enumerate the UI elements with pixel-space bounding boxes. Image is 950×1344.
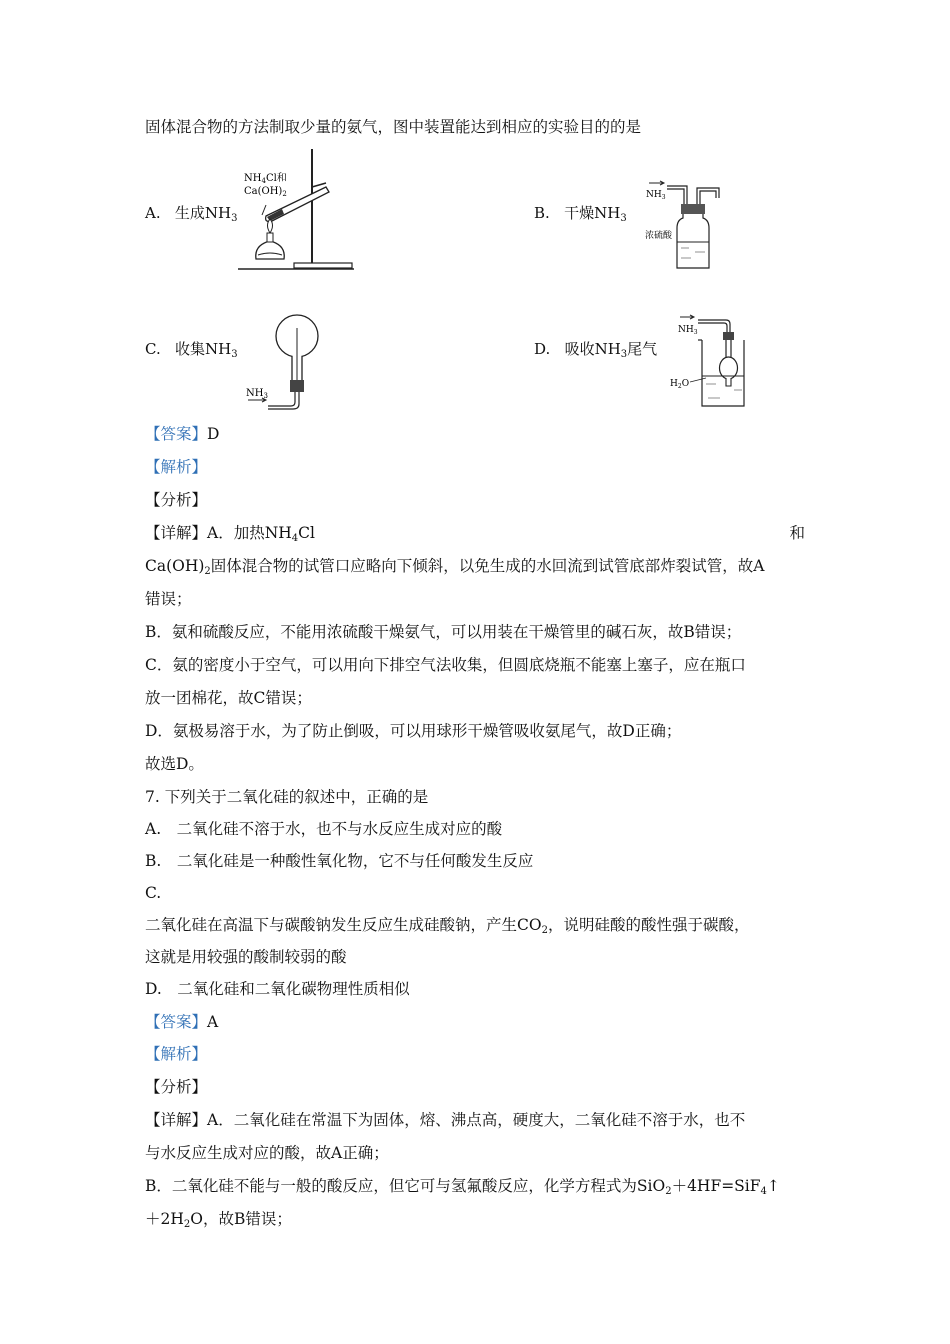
q6-detail-a-line1-right: 和 [789, 524, 805, 542]
option-d-label [534, 338, 657, 360]
option-letter: A. [145, 204, 161, 222]
detail-text: A．加热NH [207, 524, 292, 542]
detail-text: Ca(OH) [145, 557, 205, 575]
figure-b-dry-nh3 [643, 176, 725, 272]
q7-option-c-letter: C. [145, 884, 162, 902]
figure-c-collect-nh3 [244, 312, 330, 412]
option-text: 吸收NH [564, 340, 621, 358]
fig-d-label-h2o: $H_2O$ [670, 379, 690, 390]
q7-fenxi-tag: 【分析】 [145, 1078, 208, 1096]
option-letter: D. [534, 340, 551, 358]
q7-option-d: D. 二氧化硅和二氧化碳物理性质相似 [145, 980, 410, 998]
subscript: 3 [620, 349, 628, 360]
q7-detail-b-line1 [145, 1175, 780, 1197]
subscript: 4 [760, 1186, 767, 1197]
detail-text-after: Cl [298, 524, 315, 542]
fig-b-label-acid: 浓硫酸 [645, 231, 673, 241]
subscript: 2 [204, 566, 211, 577]
detail-tag: 【详解】 [145, 1111, 208, 1129]
detail-text-mid: ＋4HF=SiF [671, 1177, 761, 1195]
subscript: 4 [291, 533, 299, 544]
q7-option-b: B. 二氧化硅是一种酸性氧化物，它不与任何酸发生反应 [145, 852, 534, 870]
q6-answer-line [145, 423, 219, 445]
subscript: 3 [231, 349, 238, 360]
fig-a-label-caoh2: $Ca(OH)_2$ [244, 186, 287, 198]
q7-option-a: A. 二氧化硅不溶于水，也不与水反应生成对应的酸 [145, 820, 503, 838]
detail-text: A．二氧化硅在常温下为固体，熔、沸点高，硬度大，二氧化硅不溶于水，也不 [207, 1111, 746, 1129]
option-text-after: 尾气 [627, 340, 658, 358]
q6-jiexi-tag: 【解析】 [145, 458, 208, 476]
subscript: 3 [620, 213, 627, 224]
option-text: 收集NH [175, 340, 232, 358]
detail-tag: 【详解】 [145, 524, 208, 542]
option-text: 二氧化硅在高温下与碳酸钠发生反应生成硅酸钠，产生CO [145, 916, 542, 934]
detail-text: B．二氧化硅不能与一般的酸反应，但它可与氢氟酸反应，化学方程式为SiO [145, 1177, 666, 1195]
fig-c-label-nh3: $NH_3$ [246, 388, 268, 400]
answer-value: A [207, 1013, 219, 1031]
q7-option-c-line2: 这就是用较强的酸制较弱的酸 [145, 948, 347, 966]
fig-a-label-nh4cl: $NH_4Cl$和 [244, 173, 287, 185]
q6-fenxi-tag: 【分析】 [145, 491, 208, 509]
detail-text-after: 固体混合物的试管口应略向下倾斜，以免生成的水回流到试管底部炸裂试管，故A [210, 557, 765, 575]
q6-detail-b: B．氨和硫酸反应，不能用浓硫酸干燥氨气，可以用装在干燥管里的碱石灰，故B错误； [145, 623, 742, 641]
q6-detail-c-line1: C．氨的密度小于空气，可以用向下排空气法收集，但圆底烧瓶不能塞上塞子，应在瓶口 [145, 656, 746, 674]
option-text: 生成NH [174, 204, 232, 222]
q7-answer-line [145, 1011, 218, 1033]
subscript: 2 [665, 1186, 672, 1197]
answer-value: D [207, 425, 220, 443]
option-letter: B. [534, 204, 550, 222]
subscript: 3 [231, 213, 238, 224]
q6-detail-a-line1 [145, 522, 315, 544]
subscript: 2 [541, 925, 548, 936]
q7-jiexi-tag: 【解析】 [145, 1045, 208, 1063]
q6-detail-a-line3: 错误； [145, 590, 192, 608]
option-c-label [145, 338, 238, 360]
q7-stem: 7. 下列关于二氧化硅的叙述中，正确的是 [145, 788, 429, 806]
answer-tag: 【答案】 [145, 1013, 208, 1031]
answer-tag: 【答案】 [145, 425, 208, 443]
detail-text-after: ↑ [766, 1177, 780, 1195]
q7-detail-b-line2 [145, 1208, 292, 1230]
q6-detail-a-line2 [145, 555, 765, 577]
q7-detail-a-line2: 与水反应生成对应的酸，故A正确； [145, 1144, 389, 1162]
q6-conclusion: 故选D。 [145, 755, 204, 773]
option-a-label [145, 202, 238, 224]
detail-text: ＋2H [145, 1210, 184, 1228]
option-letter: C. [145, 340, 161, 358]
fig-d-label-nh3: $NH_3$ [678, 325, 698, 336]
option-text-after: ，说明硅酸的酸性强于碳酸， [547, 916, 750, 934]
q7-option-c-line1 [145, 914, 749, 936]
fig-b-label-nh3: $NH_3$ [646, 190, 666, 201]
question-stem-line: 固体混合物的方法制取少量的氨气，图中装置能达到相应的实验目的的是 [145, 118, 642, 136]
q7-detail-a-line1 [145, 1109, 745, 1131]
subscript: 2 [183, 1219, 191, 1230]
figure-d-absorb-nh3 [668, 310, 750, 412]
q6-detail-d: D．氨极易溶于水，为了防止倒吸，可以用球形干燥管吸收氨尾气，故D正确； [145, 722, 682, 740]
option-text: 干燥NH [564, 204, 621, 222]
figure-a-generate-nh3 [236, 145, 356, 273]
option-b-label [534, 202, 627, 224]
detail-text-after: O，故B错误； [190, 1210, 292, 1228]
q6-detail-c-line2: 放一团棉花，故C错误； [145, 689, 312, 707]
